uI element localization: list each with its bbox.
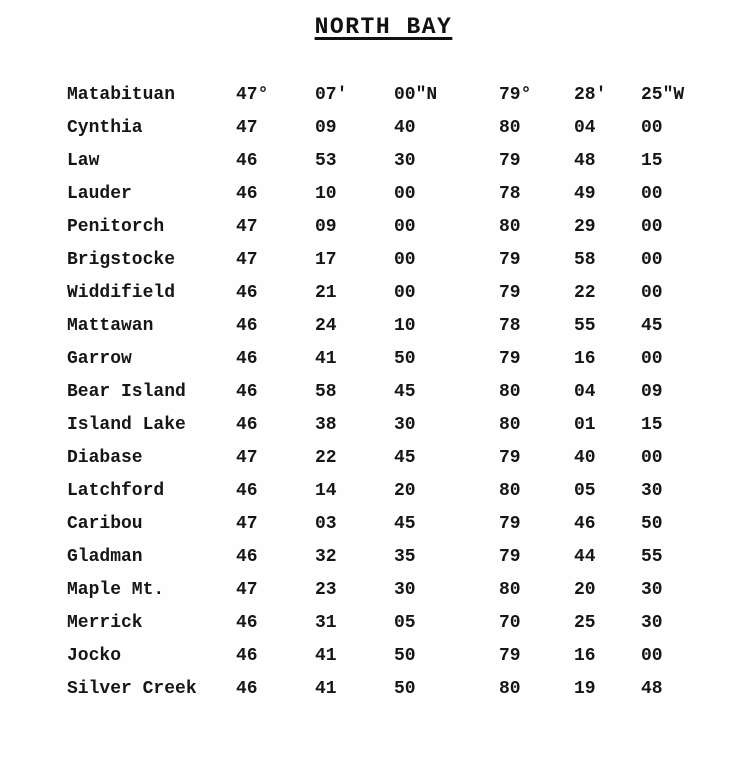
latitude-degrees-cell: 46 bbox=[236, 481, 258, 501]
latitude-seconds-cell: 00"N bbox=[394, 85, 438, 105]
longitude-minutes-cell: 49 bbox=[574, 184, 596, 204]
longitude-degrees-cell: 80 bbox=[499, 481, 521, 501]
table-row bbox=[0, 607, 750, 640]
longitude-seconds-cell: 30 bbox=[641, 481, 663, 501]
latitude-minutes-cell: 09 bbox=[315, 217, 337, 237]
latitude-minutes-cell: 58 bbox=[315, 382, 337, 402]
longitude-seconds-cell: 15 bbox=[641, 151, 663, 171]
latitude-minutes-cell: 07' bbox=[315, 85, 348, 105]
place-name: Bear Island bbox=[67, 382, 186, 402]
latitude-degrees-cell: 47 bbox=[236, 250, 258, 270]
longitude-minutes-cell: 55 bbox=[574, 316, 596, 336]
latitude-degrees-cell: 46 bbox=[236, 646, 258, 666]
place-name: Matabituan bbox=[67, 85, 176, 105]
latitude-degrees-cell: 46 bbox=[236, 382, 258, 402]
table-row bbox=[0, 574, 750, 607]
longitude-degrees-cell: 80 bbox=[499, 679, 521, 699]
latitude-minutes-cell: 03 bbox=[315, 514, 337, 534]
longitude-seconds-cell: 00 bbox=[641, 118, 663, 138]
longitude-seconds-cell: 09 bbox=[641, 382, 663, 402]
latitude-seconds-cell: 30 bbox=[394, 580, 416, 600]
table-row bbox=[0, 145, 750, 178]
longitude-minutes-cell: 04 bbox=[574, 382, 596, 402]
latitude-degrees-cell: 46 bbox=[236, 547, 258, 567]
latitude-seconds-cell: 10 bbox=[394, 316, 416, 336]
latitude-seconds-cell: 45 bbox=[394, 382, 416, 402]
latitude-seconds-cell: 40 bbox=[394, 118, 416, 138]
longitude-seconds-cell: 00 bbox=[641, 349, 663, 369]
latitude-seconds-cell: 30 bbox=[394, 415, 416, 435]
table-row bbox=[0, 508, 750, 541]
longitude-seconds-cell: 25"W bbox=[641, 85, 685, 105]
latitude-minutes-cell: 21 bbox=[315, 283, 337, 303]
coordinates-table bbox=[0, 79, 750, 706]
place-name: Mattawan bbox=[67, 316, 154, 336]
longitude-minutes-cell: 48 bbox=[574, 151, 596, 171]
place-name: Law bbox=[67, 151, 100, 171]
longitude-minutes-cell: 01 bbox=[574, 415, 596, 435]
latitude-seconds-cell: 45 bbox=[394, 448, 416, 468]
latitude-minutes-cell: 22 bbox=[315, 448, 337, 468]
longitude-degrees-cell: 79 bbox=[499, 250, 521, 270]
latitude-seconds-cell: 35 bbox=[394, 547, 416, 567]
table-row bbox=[0, 673, 750, 706]
longitude-degrees-cell: 79 bbox=[499, 349, 521, 369]
longitude-seconds-cell: 00 bbox=[641, 646, 663, 666]
latitude-degrees-cell: 46 bbox=[236, 415, 258, 435]
longitude-degrees-cell: 80 bbox=[499, 118, 521, 138]
longitude-degrees-cell: 78 bbox=[499, 316, 521, 336]
longitude-degrees-cell: 78 bbox=[499, 184, 521, 204]
table-row bbox=[0, 442, 750, 475]
latitude-seconds-cell: 50 bbox=[394, 349, 416, 369]
latitude-minutes-cell: 41 bbox=[315, 349, 337, 369]
latitude-degrees-cell: 47 bbox=[236, 514, 258, 534]
latitude-seconds-cell: 45 bbox=[394, 514, 416, 534]
page-title-text: NORTH BAY bbox=[314, 14, 453, 40]
longitude-degrees-cell: 70 bbox=[499, 613, 521, 633]
latitude-minutes-cell: 09 bbox=[315, 118, 337, 138]
latitude-degrees-cell: 47 bbox=[236, 217, 258, 237]
latitude-minutes-cell: 32 bbox=[315, 547, 337, 567]
longitude-degrees-cell: 79 bbox=[499, 283, 521, 303]
longitude-seconds-cell: 00 bbox=[641, 217, 663, 237]
latitude-minutes-cell: 31 bbox=[315, 613, 337, 633]
latitude-minutes-cell: 23 bbox=[315, 580, 337, 600]
place-name: Diabase bbox=[67, 448, 143, 468]
place-name: Merrick bbox=[67, 613, 143, 633]
latitude-minutes-cell: 10 bbox=[315, 184, 337, 204]
latitude-degrees-cell: 47 bbox=[236, 448, 258, 468]
longitude-seconds-cell: 30 bbox=[641, 580, 663, 600]
latitude-seconds-cell: 20 bbox=[394, 481, 416, 501]
longitude-minutes-cell: 44 bbox=[574, 547, 596, 567]
place-name: Jocko bbox=[67, 646, 122, 666]
latitude-minutes-cell: 38 bbox=[315, 415, 337, 435]
longitude-degrees-cell: 80 bbox=[499, 217, 521, 237]
place-name: Latchford bbox=[67, 481, 165, 501]
place-name: Cynthia bbox=[67, 118, 143, 138]
longitude-minutes-cell: 20 bbox=[574, 580, 596, 600]
table-row bbox=[0, 244, 750, 277]
latitude-seconds-cell: 00 bbox=[394, 184, 416, 204]
longitude-minutes-cell: 22 bbox=[574, 283, 596, 303]
longitude-minutes-cell: 58 bbox=[574, 250, 596, 270]
latitude-minutes-cell: 41 bbox=[315, 646, 337, 666]
longitude-degrees-cell: 79 bbox=[499, 646, 521, 666]
latitude-minutes-cell: 14 bbox=[315, 481, 337, 501]
place-name: Silver Creek bbox=[67, 679, 197, 699]
latitude-seconds-cell: 00 bbox=[394, 250, 416, 270]
longitude-minutes-cell: 29 bbox=[574, 217, 596, 237]
longitude-minutes-cell: 05 bbox=[574, 481, 596, 501]
latitude-minutes-cell: 41 bbox=[315, 679, 337, 699]
place-name: Brigstocke bbox=[67, 250, 176, 270]
place-name: Penitorch bbox=[67, 217, 165, 237]
latitude-degrees-cell: 46 bbox=[236, 151, 258, 171]
latitude-seconds-cell: 00 bbox=[394, 217, 416, 237]
latitude-degrees-cell: 46 bbox=[236, 349, 258, 369]
place-name: Garrow bbox=[67, 349, 132, 369]
table-row bbox=[0, 211, 750, 244]
longitude-degrees-cell: 80 bbox=[499, 580, 521, 600]
longitude-seconds-cell: 00 bbox=[641, 283, 663, 303]
table-row bbox=[0, 475, 750, 508]
table-row bbox=[0, 343, 750, 376]
place-name: Caribou bbox=[67, 514, 143, 534]
place-name: Maple Mt. bbox=[67, 580, 165, 600]
latitude-degrees-cell: 46 bbox=[236, 613, 258, 633]
longitude-minutes-cell: 40 bbox=[574, 448, 596, 468]
longitude-degrees-cell: 80 bbox=[499, 382, 521, 402]
place-name: Gladman bbox=[67, 547, 143, 567]
table-row bbox=[0, 640, 750, 673]
latitude-seconds-cell: 00 bbox=[394, 283, 416, 303]
latitude-degrees-cell: 46 bbox=[236, 283, 258, 303]
longitude-degrees-cell: 79 bbox=[499, 151, 521, 171]
longitude-minutes-cell: 04 bbox=[574, 118, 596, 138]
longitude-degrees-cell: 79 bbox=[499, 448, 521, 468]
longitude-degrees-cell: 80 bbox=[499, 415, 521, 435]
latitude-degrees-cell: 46 bbox=[236, 316, 258, 336]
latitude-seconds-cell: 05 bbox=[394, 613, 416, 633]
place-name: Lauder bbox=[67, 184, 132, 204]
longitude-seconds-cell: 00 bbox=[641, 250, 663, 270]
longitude-seconds-cell: 15 bbox=[641, 415, 663, 435]
longitude-minutes-cell: 19 bbox=[574, 679, 596, 699]
latitude-degrees-cell: 47 bbox=[236, 580, 258, 600]
longitude-seconds-cell: 00 bbox=[641, 448, 663, 468]
longitude-seconds-cell: 48 bbox=[641, 679, 663, 699]
latitude-minutes-cell: 24 bbox=[315, 316, 337, 336]
longitude-minutes-cell: 46 bbox=[574, 514, 596, 534]
page-title bbox=[17, 14, 750, 40]
latitude-degrees-cell: 47 bbox=[236, 118, 258, 138]
latitude-degrees-cell: 46 bbox=[236, 679, 258, 699]
latitude-seconds-cell: 50 bbox=[394, 679, 416, 699]
table-row bbox=[0, 178, 750, 211]
place-name: Island Lake bbox=[67, 415, 186, 435]
longitude-seconds-cell: 50 bbox=[641, 514, 663, 534]
longitude-seconds-cell: 00 bbox=[641, 184, 663, 204]
table-row bbox=[0, 541, 750, 574]
table-row bbox=[0, 310, 750, 343]
latitude-seconds-cell: 30 bbox=[394, 151, 416, 171]
longitude-minutes-cell: 16 bbox=[574, 349, 596, 369]
longitude-degrees-cell: 79° bbox=[499, 85, 532, 105]
latitude-minutes-cell: 53 bbox=[315, 151, 337, 171]
table-row bbox=[0, 112, 750, 145]
table-row bbox=[0, 79, 750, 112]
place-name: Widdifield bbox=[67, 283, 176, 303]
latitude-seconds-cell: 50 bbox=[394, 646, 416, 666]
longitude-seconds-cell: 45 bbox=[641, 316, 663, 336]
longitude-minutes-cell: 16 bbox=[574, 646, 596, 666]
table-row bbox=[0, 376, 750, 409]
table-row bbox=[0, 409, 750, 442]
table-row bbox=[0, 277, 750, 310]
latitude-degrees-cell: 46 bbox=[236, 184, 258, 204]
latitude-minutes-cell: 17 bbox=[315, 250, 337, 270]
longitude-minutes-cell: 28' bbox=[574, 85, 607, 105]
longitude-degrees-cell: 79 bbox=[499, 514, 521, 534]
longitude-minutes-cell: 25 bbox=[574, 613, 596, 633]
latitude-degrees-cell: 47° bbox=[236, 85, 269, 105]
longitude-seconds-cell: 55 bbox=[641, 547, 663, 567]
longitude-degrees-cell: 79 bbox=[499, 547, 521, 567]
longitude-seconds-cell: 30 bbox=[641, 613, 663, 633]
